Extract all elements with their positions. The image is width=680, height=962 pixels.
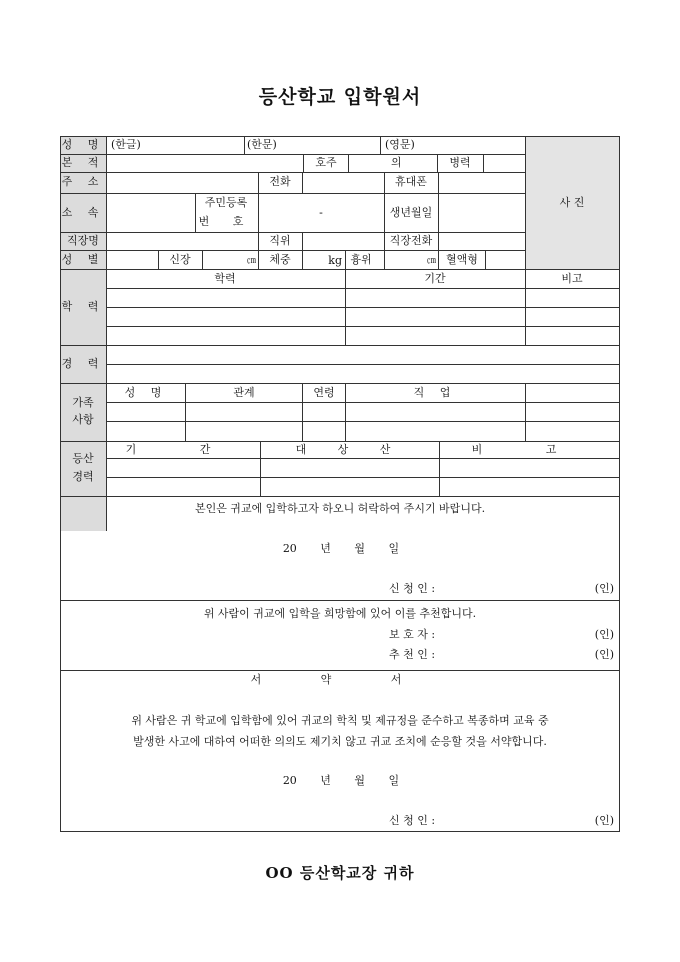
climbing-label-2: 경력 [72, 470, 94, 483]
photo-label: 사 진 [559, 196, 585, 209]
sex-label: 성 별 [61, 253, 105, 266]
education-col-period: 기간 [424, 272, 446, 285]
name-hanja-field[interactable]: (한문) [247, 138, 277, 151]
recommend-statement: 위 사람이 귀교에 입학을 희망함에 있어 이를 추천합니다. [203, 607, 477, 620]
chest-label: 흉위 [350, 253, 372, 266]
family-col-job: 직 업 [413, 386, 457, 399]
recommend-recommender-seal: (인) [594, 648, 614, 661]
mobile-label: 휴대폰 [395, 175, 427, 188]
family-label-1: 가족 [72, 396, 94, 409]
resident-no-label-2: 번 호 [198, 215, 254, 228]
workplace-label: 직장명 [67, 234, 99, 247]
resident-no-dash: - [319, 206, 323, 219]
pledge-applicant: 신 청 인 : [389, 814, 436, 827]
education-col-note: 비고 [561, 272, 583, 285]
form-title: 등산학교 입학원서 [258, 86, 422, 108]
name-english-field[interactable]: (영문) [385, 138, 415, 151]
climbing-label-1: 등산 [72, 452, 94, 465]
pledge-seal: (인) [594, 814, 614, 827]
family-col-relation: 관계 [233, 386, 255, 399]
climbing-col-note: 비 고 [471, 443, 587, 456]
career-label: 경 력 [61, 357, 105, 370]
pledge-text-1: 위 사람은 귀 학교에 입학함에 있어 귀교의 학칙 및 제규정을 준수하고 복종하며 교육 중 [131, 714, 549, 727]
climbing-col-target: 대 상 산 [295, 443, 405, 456]
name-label: 성 명 [61, 138, 105, 151]
weight-label: 체중 [269, 253, 291, 266]
application-statement: 본인은 귀교에 입학하고자 하오니 허락하여 주시기 바랍니다. [194, 502, 486, 515]
form-footer: OO 등산학교장 귀하 [265, 864, 415, 882]
pledge-date[interactable]: 20 년 월 일 [282, 774, 400, 787]
application-date[interactable]: 20 년 월 일 [282, 542, 400, 555]
resident-no-label-1: 주민등록 [204, 196, 248, 209]
height-unit: ㎝ [246, 256, 256, 266]
military-label: 병력 [449, 156, 471, 169]
application-seal: (인) [594, 582, 614, 595]
family-label-2: 사항 [72, 413, 94, 426]
education-col-history: 학력 [214, 272, 236, 285]
weight-unit: kg [328, 254, 342, 267]
affiliation-label: 소 속 [61, 206, 105, 219]
family-col-name: 성 명 [124, 386, 168, 399]
recommend-guardian-seal: (인) [594, 628, 614, 641]
position-label: 직위 [269, 234, 291, 247]
blood-label: 혈액형 [446, 253, 478, 266]
recommend-recommender: 추 천 인 : [389, 648, 436, 661]
pledge-title: 서 약 서 [250, 673, 430, 686]
recommend-guardian: 보 호 자 : [389, 628, 436, 641]
origin-label: 본 적 [61, 156, 105, 169]
head-label: 호주 [315, 156, 337, 169]
chest-unit: ㎝ [426, 256, 436, 266]
name-korean-field[interactable]: (한글) [111, 138, 141, 151]
climbing-col-period: 기 간 [125, 443, 241, 456]
pledge-text-2: 발생한 사고에 대하여 어떠한 의의도 제기치 않고 귀교 조치에 순응할 것을 서약합니다. [133, 735, 547, 748]
work-phone-label: 직장전화 [389, 234, 433, 247]
address-label: 주 소 [61, 175, 105, 188]
birth-label: 생년월일 [389, 206, 433, 219]
education-label: 학 력 [61, 300, 105, 313]
phone-label: 전화 [269, 175, 291, 188]
application-form [60, 136, 620, 832]
family-col-age: 연령 [313, 386, 335, 399]
application-applicant: 신 청 인 : [389, 582, 436, 595]
height-label: 신장 [169, 253, 191, 266]
relation-of-label: 의 [391, 156, 402, 169]
